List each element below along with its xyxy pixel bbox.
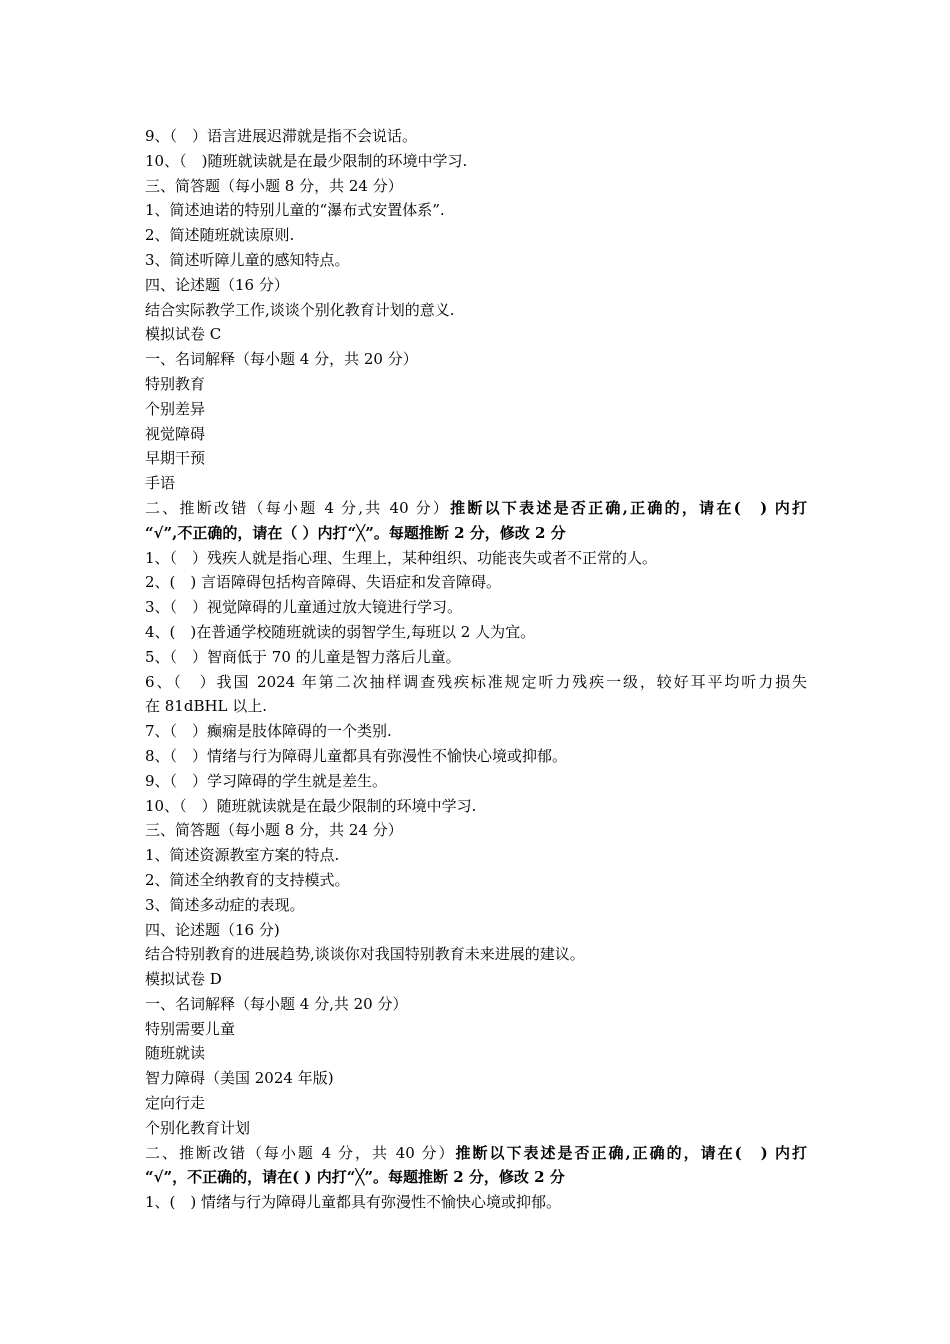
term-item: 个别化教育计划 <box>145 1118 251 1137</box>
text-line: 2、简述随班就读原则. <box>145 226 295 245</box>
exam-title: 模拟试卷 C <box>145 325 222 344</box>
instruction-text: “√”，不正确的，请在( ) 内打“╳”。每题推断 2 分，修改 2 分 <box>145 1168 565 1187</box>
exam-title: 模拟试卷 D <box>145 970 222 989</box>
text-line: 2、简述全纳教育的支持模式。 <box>145 870 350 889</box>
question-item: 8、（ ）情绪与行为障碍儿童都具有弥漫性不愉快心境或抑郁。 <box>145 746 568 765</box>
section-heading: 一、名词解释（每小题 4 分，共 20 分） <box>145 350 418 369</box>
text-line: 3、简述听障儿童的感知特点。 <box>145 250 350 269</box>
text-line: 3、简述多动症的表现。 <box>145 895 305 914</box>
term-item: 视觉障碍 <box>145 424 206 443</box>
section-heading <box>145 1141 807 1166</box>
term-item: 定向行走 <box>145 1094 206 1113</box>
instruction-text: 推断以下表述是否正确,正确的，请在( ) 内打 <box>455 1143 807 1162</box>
term-item: 随班就读 <box>145 1044 206 1063</box>
term-item: 特别教育 <box>145 374 206 393</box>
text-line: 9、（ ）语言进展迟滞就是指不会说话。 <box>145 127 418 145</box>
term-item: 特别需要儿童 <box>145 1019 236 1038</box>
question-item: 6、（ ）我国 2024 年第二次抽样调查残疾标准规定听力残疾一级，较好耳平均听力损失 <box>145 672 807 691</box>
question-item: 3、（ ）视觉障碍的儿童通过放大镜进行学习。 <box>145 598 463 617</box>
question-item: 1、( ) 情绪与行为障碍儿童都具有弥漫性不愉快心境或抑郁。 <box>145 1193 562 1212</box>
instruction-text: “√”,不正确的，请在（ ）内打“╳”。每题推断 2 分，修改 2 分 <box>145 523 566 542</box>
question-item: 9、（ ）学习障碍的学生就是差生。 <box>145 771 388 790</box>
question-item: 4、( )在普通学校随班就读的弱智学生,每班以 2 人为宜。 <box>145 622 536 641</box>
term-item: 智力障碍（美国 2024 年版) <box>145 1069 334 1088</box>
section-heading: 四、论述题（16 分) <box>145 920 280 939</box>
section-heading-text: 二、推断改错（每小题 4 分，共 40 分） <box>145 1143 456 1162</box>
section-heading: 三、简答题（每小题 8 分，共 24 分） <box>145 821 403 840</box>
question-item: 2、( ) 言语障碍包括构音障碍、失语症和发音障碍。 <box>145 573 502 592</box>
term-item: 早期干预 <box>145 449 206 468</box>
text-line: 10、（ )随班就读就是在最少限制的环境中学习. <box>145 151 468 170</box>
term-item: 手语 <box>145 474 176 493</box>
question-item: 5、（ ）智商低于 70 的儿童是智力落后儿童。 <box>145 647 461 666</box>
question-item-continuation: 在 81dBHL 以上. <box>145 697 268 716</box>
section-heading: 四、论述题（16 分） <box>145 275 289 294</box>
section-heading: 三、简答题（每小题 8 分，共 24 分） <box>145 176 403 195</box>
term-item: 个别差异 <box>145 399 206 418</box>
section-heading <box>145 496 807 521</box>
section-heading: 一、名词解释（每小题 4 分,共 20 分） <box>145 994 408 1013</box>
instruction-text: 推断以下表述是否正确,正确的，请在( ) 内打 <box>450 498 807 517</box>
question-item: 10、（ ）随班就读就是在最少限制的环境中学习. <box>145 796 477 815</box>
question-item: 7、（ ）癫痫是肢体障碍的一个类别. <box>145 722 392 741</box>
text-line: 结合实际教学工作,谈谈个别化教育计划的意义. <box>145 300 455 319</box>
question-item: 1、（ ）残疾人就是指心理、生理上，某种组织、功能丧失或者不正常的人。 <box>145 548 658 567</box>
section-heading-text: 二、推断改错（每小题 4 分,共 40 分） <box>145 498 451 517</box>
text-line: 1、简述迪诺的特别儿童的“瀑布式安置体系”. <box>145 201 445 220</box>
text-line: 1、简述资源教室方案的特点. <box>145 846 340 865</box>
text-line: 结合特别教育的进展趋势,谈谈你对我国特别教育未来进展的建议。 <box>145 945 585 964</box>
document-body <box>145 124 807 1215</box>
